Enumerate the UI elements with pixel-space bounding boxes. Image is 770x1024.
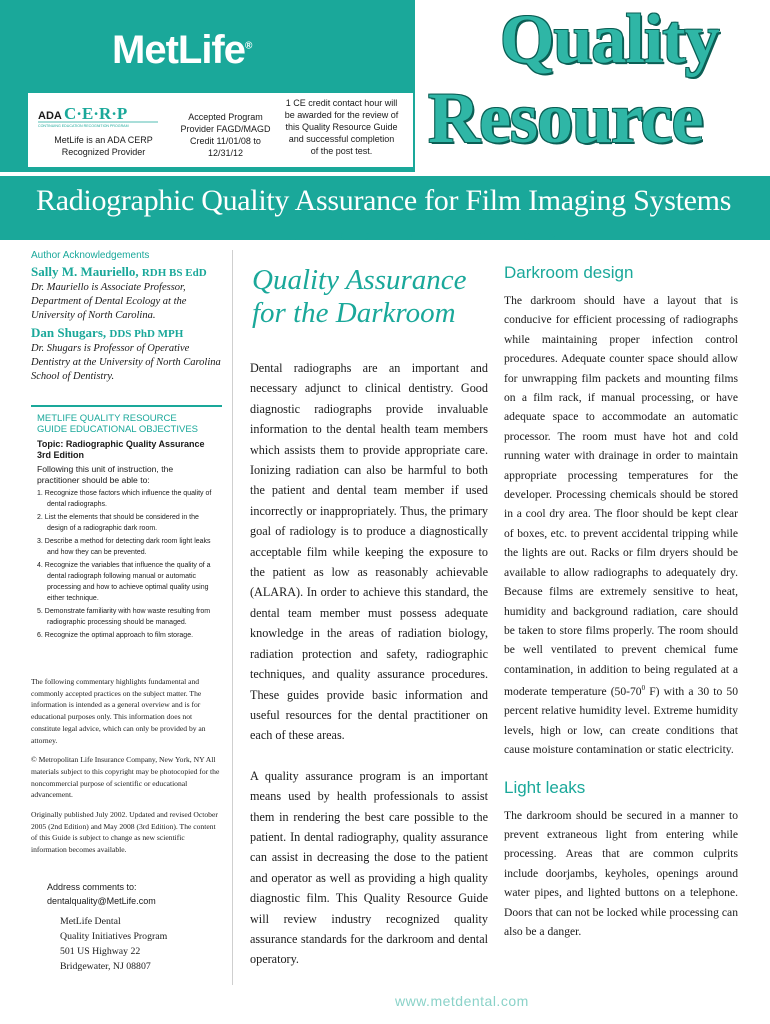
resource-title: Resource bbox=[428, 78, 703, 158]
author-name bbox=[31, 325, 221, 342]
objective-item: 6. Recognize the optimal approach to film storage. bbox=[37, 632, 194, 639]
right-column bbox=[504, 263, 738, 941]
author-description: Dr. Mauriello is Associate Professor, Department of Dental Ecology at the University of North Carolina. bbox=[31, 282, 187, 321]
author-degrees: DDS PhD MPH bbox=[109, 328, 184, 340]
author-ack-label: Author Acknowledgements bbox=[31, 250, 150, 261]
intro-body bbox=[250, 358, 488, 990]
objective-item: 4. Recognize the variables that influence the quality of a dental radiograph following manual or automatic processing and how to achieve optimal quality using either technique. bbox=[37, 562, 211, 602]
author-name bbox=[31, 264, 221, 281]
quality-title: Quality bbox=[500, 1, 719, 78]
ce-credit-text: 1 CE credit contact hour will be awarded for the review of this Quality Resource Guide and successful completion of the post test. bbox=[284, 98, 399, 156]
accepted-provider-text: Accepted Program Provider FAGD/MAGD Credit 11/01/08 to 12/31/12 bbox=[180, 112, 271, 158]
contact-email[interactable]: dentalquality@MetLife.com bbox=[47, 896, 156, 906]
objectives-list bbox=[37, 488, 216, 641]
body-paragraph: The darkroom should be secured in a manner to prevent extraneous light from entering while processing. Areas that are common culprits include doorjambs, keyholes, openings around water pipes, and lighted buttons on a telephone. Doors that can not be locked while processing can also be a danger. bbox=[504, 808, 738, 939]
text-run: The darkroom should have a layout that is conducive for efficient processing of radiographs while maintaining proper infection control procedures. Adequate counter space should allow for unwrapping film packets and mounting films on a film rack, if manual processing, or have adequate space to accommodate an automatic processor. The room must have hot and cold running water with drainage in order to maintain appropriate processing temperatures for the developer. Processing chemicals should be stored in a cool dry area. The floor should be kept clear of boxes, etc. to prevent accidental tripping while the lights are out. Racks or film dryers should be available to allow radiographs to adequately dry. Because films are extremely sensitive to heat, humidity and background radiation, care should be taken to store films properly. The room should be well ventilated to prevent chemical fume contamination, in addition to being regulated at a moderate temperature (50-70 bbox=[504, 294, 738, 698]
author-name-text: Dan Shugars, bbox=[31, 325, 107, 340]
document-title: Radiographic Quality Assurance for Film Imaging Systems bbox=[36, 184, 732, 217]
objectives-intro: Following this unit of instruction, the practitioner should be able to: bbox=[37, 464, 174, 485]
degree-superscript: 0 bbox=[641, 684, 646, 693]
svg-text:CONTINUING EDUCATION RECOGNITI: CONTINUING EDUCATION RECOGNITION PROGRAM bbox=[38, 124, 129, 128]
body-paragraph bbox=[504, 291, 738, 760]
body-paragraph: A quality assurance program is an important means used by health professionals to assist them in rendering the best care possible to the patient. In dental radiography, quality assurance can assist in decreasing the dose to the patient and operator as well as providing a high quality diagnostic film. This Quality Resource Guide will review industry recognized quality assurance standards for the darkroom and dental operatory. bbox=[250, 768, 488, 967]
objective-item: 3. Describe a method for detecting dark room light leaks and how they can be prevented. bbox=[37, 538, 211, 556]
text-run: F) with a 30 to 50 percent relative humidity level. Extreme humidity levels, high or low, can create conditions that cause moisture contamination or static electricity. bbox=[504, 684, 738, 757]
address-city: Bridgewater, NJ 08807 bbox=[60, 961, 151, 972]
brand-name: MetLife bbox=[112, 28, 245, 72]
address-org: MetLife Dental bbox=[60, 916, 121, 927]
heading-line: for the Darkroom bbox=[252, 297, 456, 329]
mailing-address bbox=[60, 914, 222, 974]
author-section bbox=[31, 250, 221, 386]
address-label: Address comments to: bbox=[47, 882, 137, 892]
publication-history: Originally published July 2002. Updated and revised October 2005 (2nd Edition) and May 2008 (3rd Edition). The content of this Guide is subject to change as new scientific information becomes available. bbox=[31, 810, 218, 855]
address-section bbox=[47, 880, 222, 974]
footer-website-link[interactable]: www.metdental.com bbox=[395, 993, 529, 1009]
metlife-logo bbox=[112, 28, 251, 73]
column-divider bbox=[232, 250, 233, 985]
address-dept: Quality Initiatives Program bbox=[60, 931, 168, 942]
disclaimer-paragraph: The following commentary highlights fundamental and commonly accepted practices on the subject matter. The information is intended as a general overview and is for educational purposes only. This information does not constitute legal advice, which can only be provided by an attorney. bbox=[31, 677, 206, 745]
section-heading-light-leaks: Light leaks bbox=[504, 777, 586, 797]
educational-objectives-box bbox=[31, 405, 222, 666]
objective-item: 1. Recognize those factors which influence the quality of dental radiographs. bbox=[37, 490, 212, 508]
svg-text:ADA: ADA bbox=[38, 110, 62, 122]
objectives-heading: METLIFE QUALITY RESOURCE bbox=[37, 413, 177, 424]
section-heading-darkroom-design: Darkroom design bbox=[504, 263, 634, 282]
ada-provider-text: MetLife is an ADA CERP Recognized Provider bbox=[54, 135, 153, 157]
author-degrees: RDH BS EdD bbox=[141, 267, 207, 279]
edition-label: THIRD EDITION bbox=[265, 229, 575, 243]
svg-text:C·E·R·P: C·E·R·P bbox=[64, 104, 128, 123]
section-heading-darkroom-qa bbox=[252, 264, 492, 330]
ada-cerp-logo bbox=[38, 99, 168, 129]
accreditation-box bbox=[28, 93, 413, 167]
objectives-subheading: GUIDE EDUCATIONAL OBJECTIVES bbox=[37, 424, 198, 435]
brand-registered-mark: ® bbox=[245, 40, 252, 52]
objectives-topic: Topic: Radiographic Quality Assurance 3rd Edition bbox=[37, 439, 205, 460]
disclaimer-section bbox=[31, 676, 222, 864]
body-paragraph: Dental radiographs are an important and necessary adjunct to clinical dentistry. Good diagnostic radiographs provide invaluable information to the dental health team members which assists them to provide appropriate care. Ionizing radiation can also be harmful to both the patient and dental team member if used incorrectly or inappropriately. Thus, the primary goal of radiology is to produce a diagnostically acceptable film while keeping the exposure to the patient as low as reasonably achievable (ALARA). In order to achieve this standard, the dental team member must possess adequate knowledge in the areas of radiation biology, radiation protection and safety, radiographic techniques, and quality assurance procedures. These guides provide basic information and useful resources for the dental practitioner on each of these areas. bbox=[250, 361, 488, 743]
author-description: Dr. Shugars is Professor of Operative Dentistry at the University of North Carolina School of Dentistry. bbox=[31, 343, 221, 382]
author-name-text: Sally M. Mauriello, bbox=[31, 264, 139, 279]
heading-line: Quality Assurance bbox=[252, 264, 467, 296]
copyright-paragraph: © Metropolitan Life Insurance Company, New York, NY All materials subject to this copyright may be photocopied for the noncommercial purpose of scientific or educational advancement. bbox=[31, 755, 220, 800]
objective-item: 2. List the elements that should be considered in the design of a radiographic dark room. bbox=[37, 514, 199, 532]
address-street: 501 US Highway 22 bbox=[60, 946, 141, 957]
objective-item: 5. Demonstrate familiarity with how waste resulting from radiographic processing should be managed. bbox=[37, 608, 211, 626]
